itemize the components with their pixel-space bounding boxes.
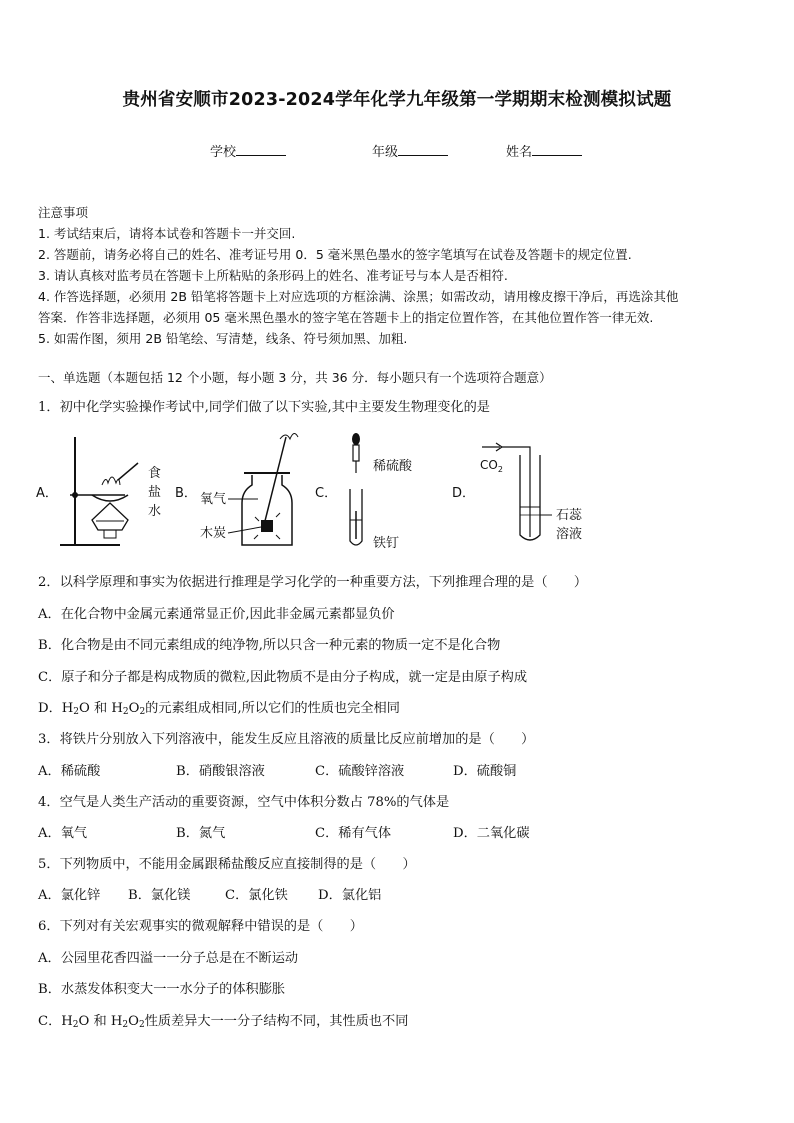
question-3-option-a[interactable]: A．稀硫酸 bbox=[38, 764, 101, 779]
notice-item: 2. 答题前，请务必将自己的姓名、准考证号用 0．5 毫米黑色墨水的签字笔填写在试卷及答题卡的规定位置. bbox=[38, 247, 632, 262]
notice-item: 3. 请认真核对监考员在答题卡上所粘贴的条形码上的姓名、准考证号与本人是否相符. bbox=[38, 268, 508, 283]
option-d-solution-label-2: 溶液 bbox=[556, 527, 583, 542]
school-field[interactable] bbox=[210, 141, 286, 160]
option-a-label: A． bbox=[36, 486, 58, 501]
question-6-option-c[interactable]: C．$H_2O$ 和 $H_2O_2$性质差异大一一分子结构不同，其性质也不同 bbox=[38, 1014, 409, 1030]
grade-blank[interactable] bbox=[398, 142, 448, 156]
option-d-solution-label-1: 石蕊 bbox=[556, 508, 583, 523]
notice-item: 5. 如需作图，须用 2B 铅笔绘、写清楚，线条、符号须加黑、加粗. bbox=[38, 331, 408, 346]
notice-item: 1. 考试结束后，请将本试卷和答题卡一并交回. bbox=[38, 226, 296, 241]
question-4-stem: 4．空气是人类生产活动的重要资源，空气中体积分数占 78%的气体是 bbox=[38, 795, 450, 810]
option-d-gas-label: $CO_2$ bbox=[480, 458, 503, 474]
question-5-option-a[interactable]: A．氯化锌 bbox=[38, 888, 101, 903]
question-4-option-c[interactable]: C．稀有气体 bbox=[315, 826, 392, 841]
apparatus-diagrams bbox=[30, 425, 630, 555]
option-c-nail-label: 铁钉 bbox=[373, 536, 400, 551]
question-5-option-b[interactable]: B．氯化镁 bbox=[128, 888, 191, 903]
option-b-combustion-apparatus bbox=[175, 433, 298, 545]
option-b-charcoal-label: 木炭 bbox=[200, 526, 227, 541]
grade-field[interactable] bbox=[372, 141, 448, 160]
question-5-stem: 5．下列物质中，不能用金属跟稀盐酸反应直接制得的是（ ） bbox=[38, 857, 416, 872]
option-b-label: B． bbox=[175, 486, 197, 501]
school-label: 学校 bbox=[210, 145, 237, 160]
grade-label: 年级 bbox=[372, 145, 399, 160]
option-d-co2-litmus-apparatus bbox=[452, 443, 583, 542]
option-c-acid-label: 稀硫酸 bbox=[373, 459, 413, 474]
question-4-option-b[interactable]: B．氮气 bbox=[176, 826, 226, 841]
option-a-salt-label-2: 盐 bbox=[148, 485, 162, 500]
school-blank[interactable] bbox=[236, 142, 286, 156]
option-c-acid-nail-apparatus bbox=[315, 433, 413, 551]
option-d-label: D． bbox=[452, 486, 476, 501]
question-2-stem: 2．以科学原理和事实为依据进行推理是学习化学的一种重要方法，下列推理合理的是（ ） bbox=[38, 575, 588, 590]
question-5-option-d[interactable]: D．氯化铝 bbox=[318, 888, 382, 903]
option-a-evaporation-apparatus bbox=[36, 437, 161, 545]
notice-item: 4. 作答选择题，必须用 2B 铅笔将答题卡上对应选项的方框涂满、涂黑；如需改动，请用橡皮擦干净后，再选涂其他 bbox=[38, 289, 679, 304]
notice-item: 答案．作答非选择题，必须用 05 毫米黑色墨水的签字笔在答题卡上的指定位置作答，在其他位置作答一律无效. bbox=[38, 310, 654, 325]
student-info-fields bbox=[0, 141, 794, 161]
option-a-salt-label-1: 食 bbox=[148, 466, 162, 481]
section-heading: 一、单选题（本题包括 12 个小题，每小题 3 分，共 36 分．每小题只有一个选项符合题意） bbox=[38, 370, 552, 385]
question-4-option-a[interactable]: A．氧气 bbox=[38, 826, 88, 841]
question-1-stem: 1．初中化学实验操作考试中,同学们做了以下实验,其中主要发生物理变化的是 bbox=[38, 400, 490, 415]
question-2-option-b[interactable]: B．化合物是由不同元素组成的纯净物,所以只含一种元素的物质一定不是化合物 bbox=[38, 638, 501, 653]
question-3-option-b[interactable]: B．硝酸银溶液 bbox=[176, 764, 265, 779]
question-2-option-d[interactable]: D．$H_2O$ 和 $H_2O_2$的元素组成相同,所以它们的性质也完全相同 bbox=[38, 701, 400, 717]
name-blank[interactable] bbox=[532, 142, 582, 156]
name-field[interactable] bbox=[506, 141, 582, 160]
question-1-figure bbox=[30, 425, 630, 555]
option-b-oxygen-label: 氧气 bbox=[200, 492, 227, 507]
name-label: 姓名 bbox=[506, 145, 533, 160]
question-6-option-a[interactable]: A．公园里花香四溢一一分子总是在不断运动 bbox=[38, 951, 299, 966]
question-5-option-c[interactable]: C．氯化铁 bbox=[225, 888, 288, 903]
question-3-option-c[interactable]: C．硫酸锌溶液 bbox=[315, 764, 405, 779]
question-4-option-d[interactable]: D．二氧化碳 bbox=[453, 826, 530, 841]
question-3-option-d[interactable]: D．硫酸铜 bbox=[453, 764, 517, 779]
question-2-option-a[interactable]: A．在化合物中金属元素通常显正价,因此非金属元素都显负价 bbox=[38, 607, 395, 622]
notice-heading: 注意事项 bbox=[38, 205, 89, 220]
option-c-label: C． bbox=[315, 486, 338, 501]
option-a-salt-label-3: 水 bbox=[148, 504, 162, 519]
question-2-option-c[interactable]: C．原子和分子都是构成物质的微粒,因此物质不是由分子构成，就一定是由原子构成 bbox=[38, 670, 528, 685]
question-6-stem: 6．下列对有关宏观事实的微观解释中错误的是（ ） bbox=[38, 919, 363, 934]
exam-title: 贵州省安顺市2023-2024学年化学九年级第一学期期末检测模拟试题 bbox=[122, 90, 672, 110]
question-3-stem: 3．将铁片分别放入下列溶液中，能发生反应且溶液的质量比反应前增加的是（ ） bbox=[38, 732, 535, 747]
question-6-option-b[interactable]: B．水蒸发体积变大一一水分子的体积膨胀 bbox=[38, 982, 286, 997]
